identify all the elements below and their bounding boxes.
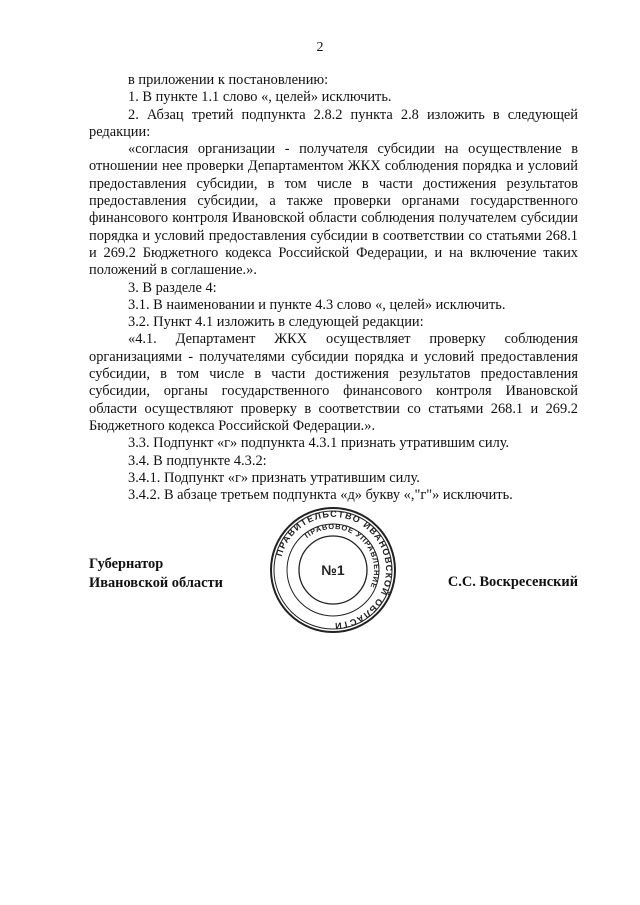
stamp-outer-text: ПРАВИТЕЛЬСТВО ИВАНОВСКОЙ ОБЛАСТИ xyxy=(273,508,395,632)
paragraph-item-3-1: 3.1. В наименовании и пункте 4.3 слово «, целей» исключить. xyxy=(128,296,506,313)
paragraph-item-2: 2. Абзац третий подпункта 2.8.2 пункта 2.8 изложить в следующей редакции: xyxy=(89,106,578,140)
paragraph-item-3-3: 3.3. Подпункт «г» подпункта 4.3.1 признать утратившим силу. xyxy=(128,435,510,452)
signer-name: С.С. Воскресенский xyxy=(447,574,578,590)
signer-title-line-1: Губернатор xyxy=(89,556,164,572)
paragraph-quote-1: «согласия организации - получателя субсидии на осуществление в отношении нее проверки Департаментом ЖКХ соблюдения порядка и условий предоставления субсидии, в том числе в части достижения результатов предоставления субсидии, а также проверки органами государственного финансового контроля Ивановской области соблюдения получателем субсидии порядка и условий предоставления субсидии в соответствии со статьями 268.1 и 269.2 Бюджетного кодекса Российской Федерации, и на включение таких положений в соглашение.». xyxy=(89,141,578,279)
paragraph-item-3: 3. В разделе 4: xyxy=(128,279,217,296)
stamp-number: №1 xyxy=(321,562,345,578)
stamp-inner-text: ПРАВОВОЕ УПРАВЛЕНИЕ xyxy=(302,521,382,591)
paragraph-intro: в приложении к постановлению: xyxy=(128,72,329,88)
paragraph-item-3-4-1: 3.4.1. Подпункт «г» признать утратившим силу. xyxy=(128,469,420,486)
signer-title xyxy=(89,555,223,593)
paragraph-item-3-4: 3.4. В подпункте 4.3.2: xyxy=(128,452,267,469)
paragraph-item-1: 1. В пункте 1.1 слово «, целей» исключить. xyxy=(128,89,392,106)
official-stamp xyxy=(268,505,398,635)
signer-title-line-2: Ивановской области xyxy=(89,575,223,591)
paragraph-item-3-4-2: 3.4.2. В абзаце третьем подпункта «д» букву «,"г"» исключить. xyxy=(128,487,513,504)
paragraph-quote-2: «4.1. Департамент ЖКХ осуществляет проверку соблюдения организациями - получателями субсидии порядка и условий предоставления субсидии, в том числе в части достижения результатов предоставления субсидии, органы государственного финансового контроля Ивановской области осуществляют проверку в соответствии со статьями 268.1 и 269.2 Бюджетного кодекса Российской Федерации.». xyxy=(89,331,578,434)
paragraph-item-3-2: 3.2. Пункт 4.1 изложить в следующей редакции: xyxy=(128,314,424,331)
document-body xyxy=(89,72,578,504)
page-number: 2 xyxy=(316,40,324,55)
